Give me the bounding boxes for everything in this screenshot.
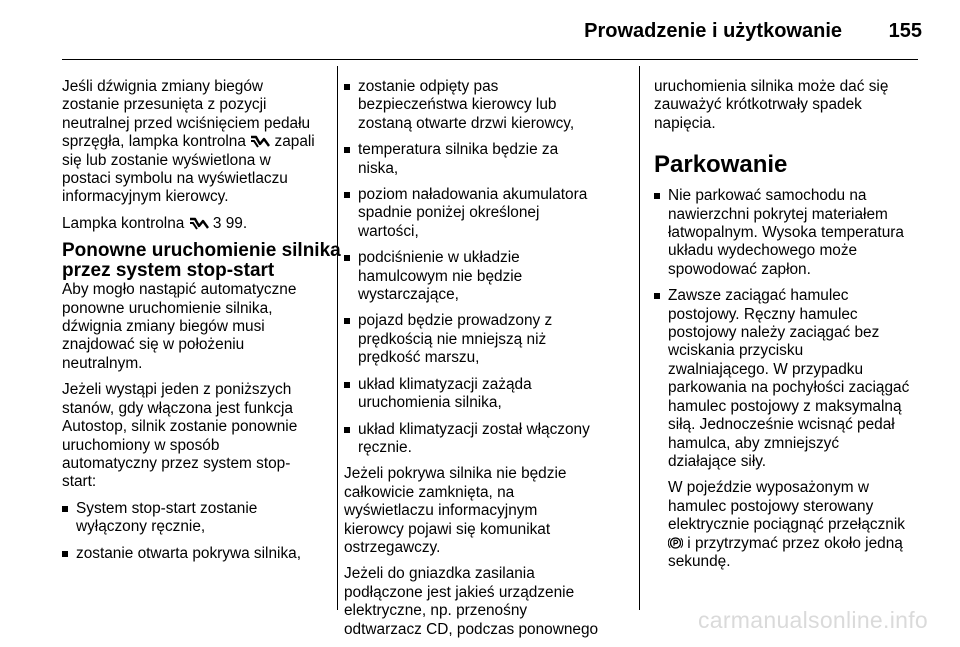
page-header xyxy=(0,0,960,62)
bullet-list xyxy=(654,187,926,571)
list-item: Zawsze zaciągać hamulec postojowy. Ręczny hamulec postojowy należy zaciągać bez wciskania przycisku zwalniającego. W przypadku parkowania na pochyłości zaciągać hamulec postojowy z maksymalną siłą. Jednocześnie wcisnąć pedał hamulca, aby zmniejszyć działające siły. xyxy=(654,287,926,471)
bullet-list xyxy=(62,500,330,563)
section-heading: Ponowne uruchomienie silnika przez system stop-start xyxy=(62,240,341,282)
electric-parking-brake-icon xyxy=(668,536,683,550)
header-title: Prowadzenie i użytkowanie xyxy=(584,20,842,42)
paragraph: Aby mogło nastąpić automatyczne ponowne uruchomienie silnika, dźwignia zmiany biegów musi znajdować się w położeniu neutralnym. xyxy=(62,281,297,372)
bullet-icon xyxy=(344,427,350,433)
list-item: zostanie otwarta pokrywa silnika, xyxy=(62,545,330,563)
list-item: poziom naładowania akumulatora spadnie poniżej określonej wartości, xyxy=(344,186,626,241)
list-item: układ klimatyzacji zażąda uruchomienia silnika, xyxy=(344,376,626,413)
bullet-icon xyxy=(654,293,660,299)
list-item: zostanie odpięty pas bezpieczeństwa kierowcy lub zostaną otwarte drzwi kierowcy, xyxy=(344,78,626,133)
paragraph: uruchomienia silnika może dać się zauważyć krótkotrwały spadek napięcia. xyxy=(654,78,889,132)
header-rule xyxy=(62,59,918,60)
bullet-icon xyxy=(344,147,350,153)
paragraph: Lampka kontrolna 3 99. xyxy=(62,214,248,232)
bullet-icon xyxy=(654,193,660,199)
watermark: carmanualsonline.info xyxy=(697,607,928,633)
column-divider xyxy=(639,66,640,610)
page-number: 155 xyxy=(888,20,922,42)
page-reference[interactable]: 3 99. xyxy=(212,214,248,232)
list-item: pojazd będzie prowadzony z prędkością nie mniejszą niż prędkość marszu, xyxy=(344,312,626,367)
bullet-icon xyxy=(344,382,350,388)
bullet-icon xyxy=(344,192,350,198)
list-item: układ klimatyzacji został włączony ręcznie. xyxy=(344,421,626,458)
bullet-icon xyxy=(344,84,350,90)
bullet-icon xyxy=(344,318,350,324)
bullet-icon xyxy=(62,551,68,557)
bullet-icon xyxy=(62,506,68,512)
column-1 xyxy=(62,78,341,571)
bullet-icon xyxy=(344,255,350,261)
autostop-indicator-icon xyxy=(250,135,270,148)
section-heading: Parkowanie xyxy=(654,151,788,179)
paragraph: Jeżeli pokrywa silnika nie będzie całkowicie zamknięta, na wyświetlaczu informacyjnym kierowcy pojawi się komunikat ostrzegawczy. xyxy=(344,465,567,556)
paragraph: Jeśli dźwignia zmiany biegów zostanie przesunięta z pozycji neutralnej przed wciśnięciem pedału sprzęgła, lampka kontrolna zapali się lub zostanie wyświetlona w postaci symbolu na wyświetlaczu informacyjnym kierowcy. xyxy=(62,78,315,206)
paragraph: Jeżeli do gniazdka zasilania podłączone jest jakieś urządzenie elektryczne, np. przenośny odtwarzacz CD, podczas ponownego xyxy=(344,565,599,638)
list-item-continuation: W pojeździe wyposażonym w hamulec postojowy sterowany elektrycznie pociągnąć przełącznik i przytrzymać przez około jedną sekundę. xyxy=(668,479,905,570)
list-item: podciśnienie w układzie hamulcowym nie będzie wystarczające, xyxy=(344,249,626,304)
bullet-list xyxy=(344,78,626,457)
paragraph: Jeżeli wystąpi jeden z poniższych stanów, gdy włączona jest funkcja Autostop, silnik zostanie ponownie uruchomiony w sposób automatyczny przez system stop- start: xyxy=(62,381,298,491)
column-2 xyxy=(344,78,626,647)
list-item: System stop-start zostanie wyłączony ręcznie, xyxy=(62,500,330,537)
column-3 xyxy=(654,78,926,579)
autostop-indicator-icon xyxy=(189,217,209,230)
list-item: temperatura silnika będzie za niska, xyxy=(344,141,626,178)
list-item: Nie parkować samochodu na nawierzchni pokrytej materiałem łatwopalnym. Wysoka temperatura układu wydechowego może spowodować zapłon. xyxy=(654,187,926,279)
column-divider xyxy=(337,66,338,610)
